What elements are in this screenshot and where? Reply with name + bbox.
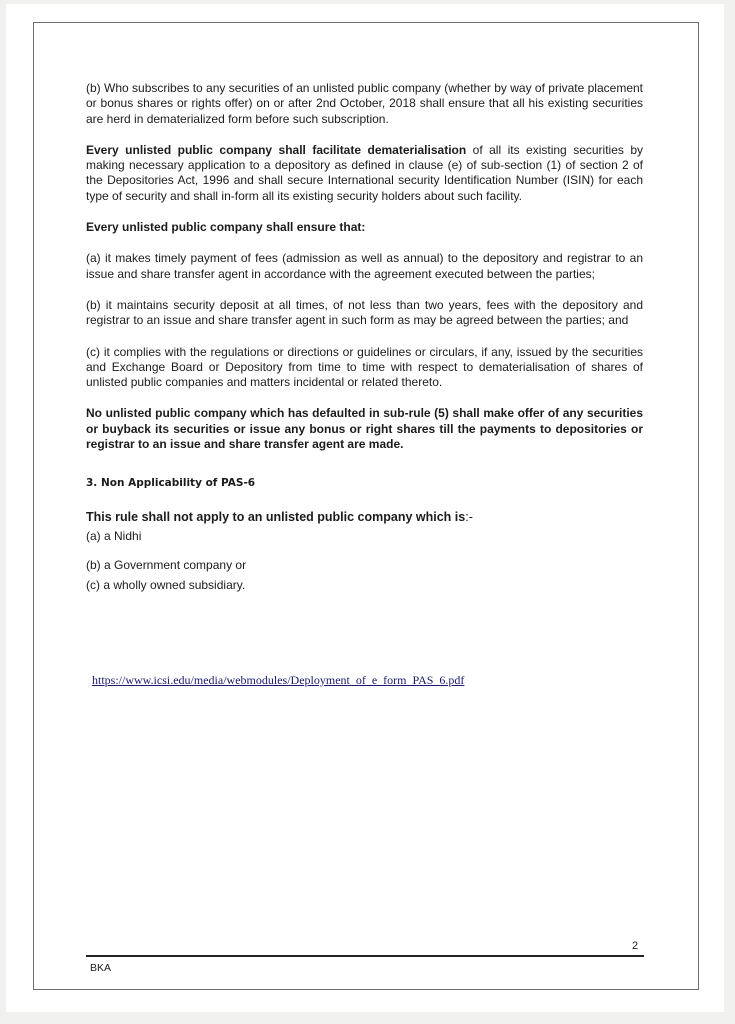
paragraph-item-c: (c) it complies with the regulations or directions or guidelines or circulars, if any, issued by the securities and Exchange Board or Depository from time to time with respect to dematerialisation of shares of unlisted public companies and matters incidental or related thereto. bbox=[86, 344, 643, 390]
page-number: 2 bbox=[632, 940, 639, 952]
paragraph-subscription: (b) Who subscribes to any securities of an unlisted public company (whether by way of private placement or bonus shares or rights offer) on or after 2nd October, 2018 shall ensure that all his existing securities are herd in dematerialized form before such subscription. bbox=[86, 81, 643, 126]
paragraph-dematerialisation bbox=[86, 143, 643, 204]
paragraph-dematerialisation-text: of all its existing securities by making necessary application to a depository as defined in clause (e) of sub-section (1) of section 2 of the Depositories Act, 1996 and shall secure International security Identification Number (ISIN) for each type of security and shall in-form all its existing security holders about such facility. bbox=[86, 142, 644, 203]
section-intro-text: This rule shall not apply to an unlisted public company which is bbox=[86, 509, 466, 524]
heading-ensure: Every unlisted public company shall ensure that: bbox=[86, 220, 366, 235]
paragraph-default-rule: No unlisted public company which has defaulted in sub-rule (5) shall make offer of any securities or buyback its securities or issue any bonus or right shares till the payments to depositories or registrar to an issue and share transfer agent are made. bbox=[86, 406, 643, 452]
footer-author: BKA bbox=[90, 962, 112, 974]
section-title: 3. Non Applicability of PAS-6 bbox=[86, 477, 256, 490]
paragraph-item-b: (b) it maintains security deposit at all times, of not less than two years, fees with the depository and registrar to an issue and share transfer agent in such form as may be agreed between the parties; and bbox=[86, 297, 643, 328]
reference-link[interactable]: https://www.icsi.edu/media/webmodules/Deployment_of_e_form_PAS_6.pdf bbox=[92, 673, 465, 687]
section-intro bbox=[86, 510, 643, 525]
list-item-subsidiary: (c) a wholly owned subsidiary. bbox=[86, 577, 246, 592]
section-intro-suffix: :- bbox=[465, 509, 473, 524]
document-body bbox=[86, 81, 643, 597]
paragraph-item-a: (a) it makes timely payment of fees (admission as well as annual) to the depository and registrar to an issue and share transfer agent in accordance with the agreement executed between the parties; bbox=[86, 251, 643, 281]
list-item-government: (b) a Government company or bbox=[86, 558, 247, 573]
footer-divider bbox=[86, 955, 644, 957]
paragraph-dematerialisation-lead: Every unlisted public company shall facilitate dematerialisation bbox=[86, 142, 467, 157]
list-item-nidhi: (a) a Nidhi bbox=[86, 528, 142, 543]
